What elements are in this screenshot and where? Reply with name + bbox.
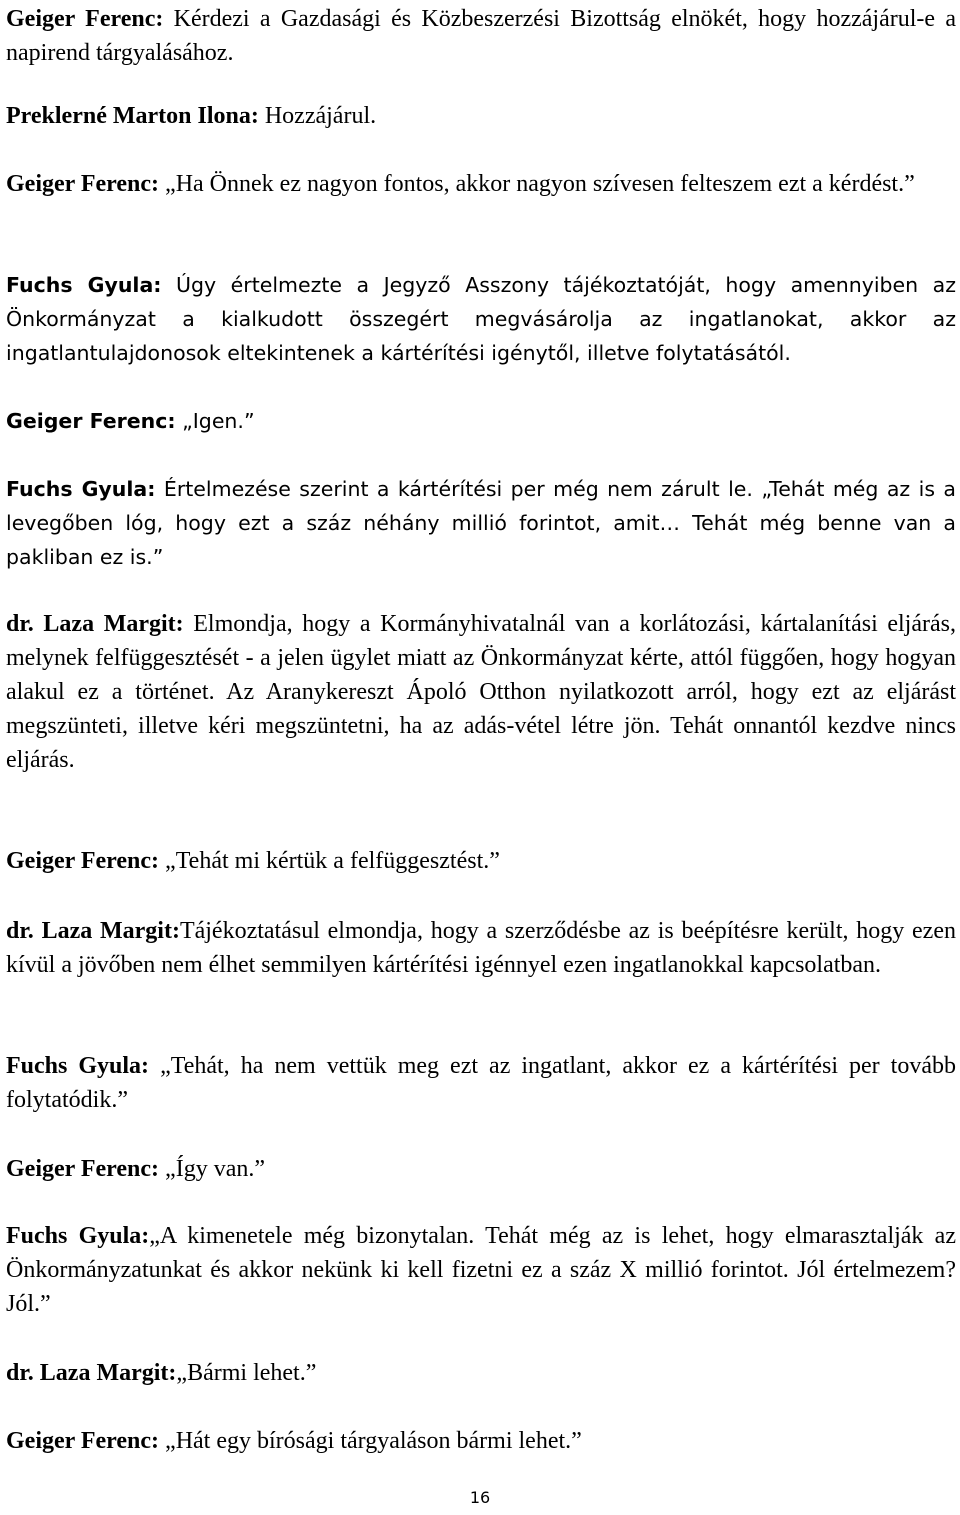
paragraph-text: „Így van.” [159, 1156, 265, 1182]
paragraph-1 [6, 2, 956, 70]
paragraph-14 [6, 1424, 956, 1458]
speaker-name: Geiger Ferenc: [6, 6, 164, 32]
paragraph-10 [6, 1049, 956, 1117]
speaker-name: Geiger Ferenc: [6, 848, 160, 874]
paragraph-text: „Tehát mi kértük a felfüggesztést.” [159, 848, 500, 874]
page-number: 16 [469, 1488, 491, 1507]
paragraph-text: Hozzájárul. [258, 103, 377, 129]
paragraph-text: „A kimenetele még bizonytalan. Tehát még az is lehet, hogy elmarasztalják az Önkormányzatunkat és akkor nekünk ki kell fizetni ez a száz X millió forintot. Jól értelmezem? Jól.” [6, 1223, 956, 1317]
speaker-name: Geiger Ferenc: [6, 409, 176, 433]
paragraph-9 [6, 914, 956, 982]
speaker-name: Fuchs Gyula: [6, 477, 156, 501]
paragraph-11 [6, 1152, 956, 1186]
paragraph-text: Kérdezi a Gazdasági és Közbeszerzési Bizottság elnökét, hogy hozzájárul-e a napirend tárgyalásához. [6, 6, 956, 66]
paragraph-3 [6, 167, 956, 201]
speaker-name: Fuchs Gyula: [6, 273, 162, 297]
paragraph-6 [6, 472, 956, 574]
paragraph-text: „Tehát, ha nem vettük meg ezt az ingatlant, akkor ez a kártérítési per tovább folytatódik.” [6, 1053, 956, 1113]
paragraph-text: Tájékoztatásul elmondja, hogy a szerződésbe az is beépítésre került, hogy ezen kívül a jövőben nem élhet semmilyen kártérítési igénnyel ezen ingatlanokkal kapcsolatban. [6, 918, 956, 978]
paragraph-5 [6, 404, 956, 438]
paragraph-13 [6, 1356, 956, 1390]
speaker-name: Geiger Ferenc: [6, 171, 160, 197]
paragraph-text: „Bármi lehet.” [176, 1360, 317, 1386]
paragraph-text: Értelmezése szerint a kártérítési per még nem zárult le. „Tehát még az is a levegőben lóg, hogy ezt a száz néhány millió forintot, amit… Tehát még benne van a pakliban ez is.” [6, 477, 956, 569]
speaker-name: Preklerné Marton Ilona: [6, 103, 259, 129]
paragraph-12 [6, 1219, 956, 1321]
paragraph-text: „Ha Önnek ez nagyon fontos, akkor nagyon szívesen felteszem ezt a kérdést.” [159, 171, 915, 197]
speaker-name: dr. Laza Margit: [6, 611, 184, 637]
speaker-name: dr. Laza Margit: [6, 1360, 177, 1386]
paragraph-7 [6, 607, 956, 777]
paragraph-4 [6, 268, 956, 370]
speaker-name: dr. Laza Margit: [6, 918, 180, 944]
paragraph-text: Úgy értelmezte a Jegyző Asszony tájékoztatóját, hogy amennyiben az Önkormányzat a kialkudott összegért megvásárolja az ingatlanokat, akkor az ingatlantulajdonosok eltekintenek a kártérítési igénytől, illetve folytatásától. [6, 273, 956, 365]
speaker-name: Geiger Ferenc: [6, 1428, 160, 1454]
paragraph-8 [6, 844, 956, 878]
speaker-name: Fuchs Gyula: [6, 1053, 150, 1079]
paragraph-text: „Hát egy bírósági tárgyaláson bármi lehet.” [159, 1428, 582, 1454]
speaker-name: Geiger Ferenc: [6, 1156, 160, 1182]
speaker-name: Fuchs Gyula: [6, 1223, 150, 1249]
paragraph-text: „Igen.” [175, 409, 255, 433]
paragraph-text: Elmondja, hogy a Kormányhivatalnál van a korlátozási, kártalanítási eljárás, melynek felfüggesztését - a jelen ügylet miatt az Önkormányzat kérte, attól függően, hogy hogyan alakul ez a történet. Az Aranykereszt Ápoló Otthon nyilatkozott arról, hogy ezt az eljárást megszünteti, illetve kéri megszüntetni, ha az adás-vétel létre jön. Tehát onnantól kezdve nincs eljárás. [6, 611, 956, 773]
paragraph-2 [6, 99, 956, 133]
